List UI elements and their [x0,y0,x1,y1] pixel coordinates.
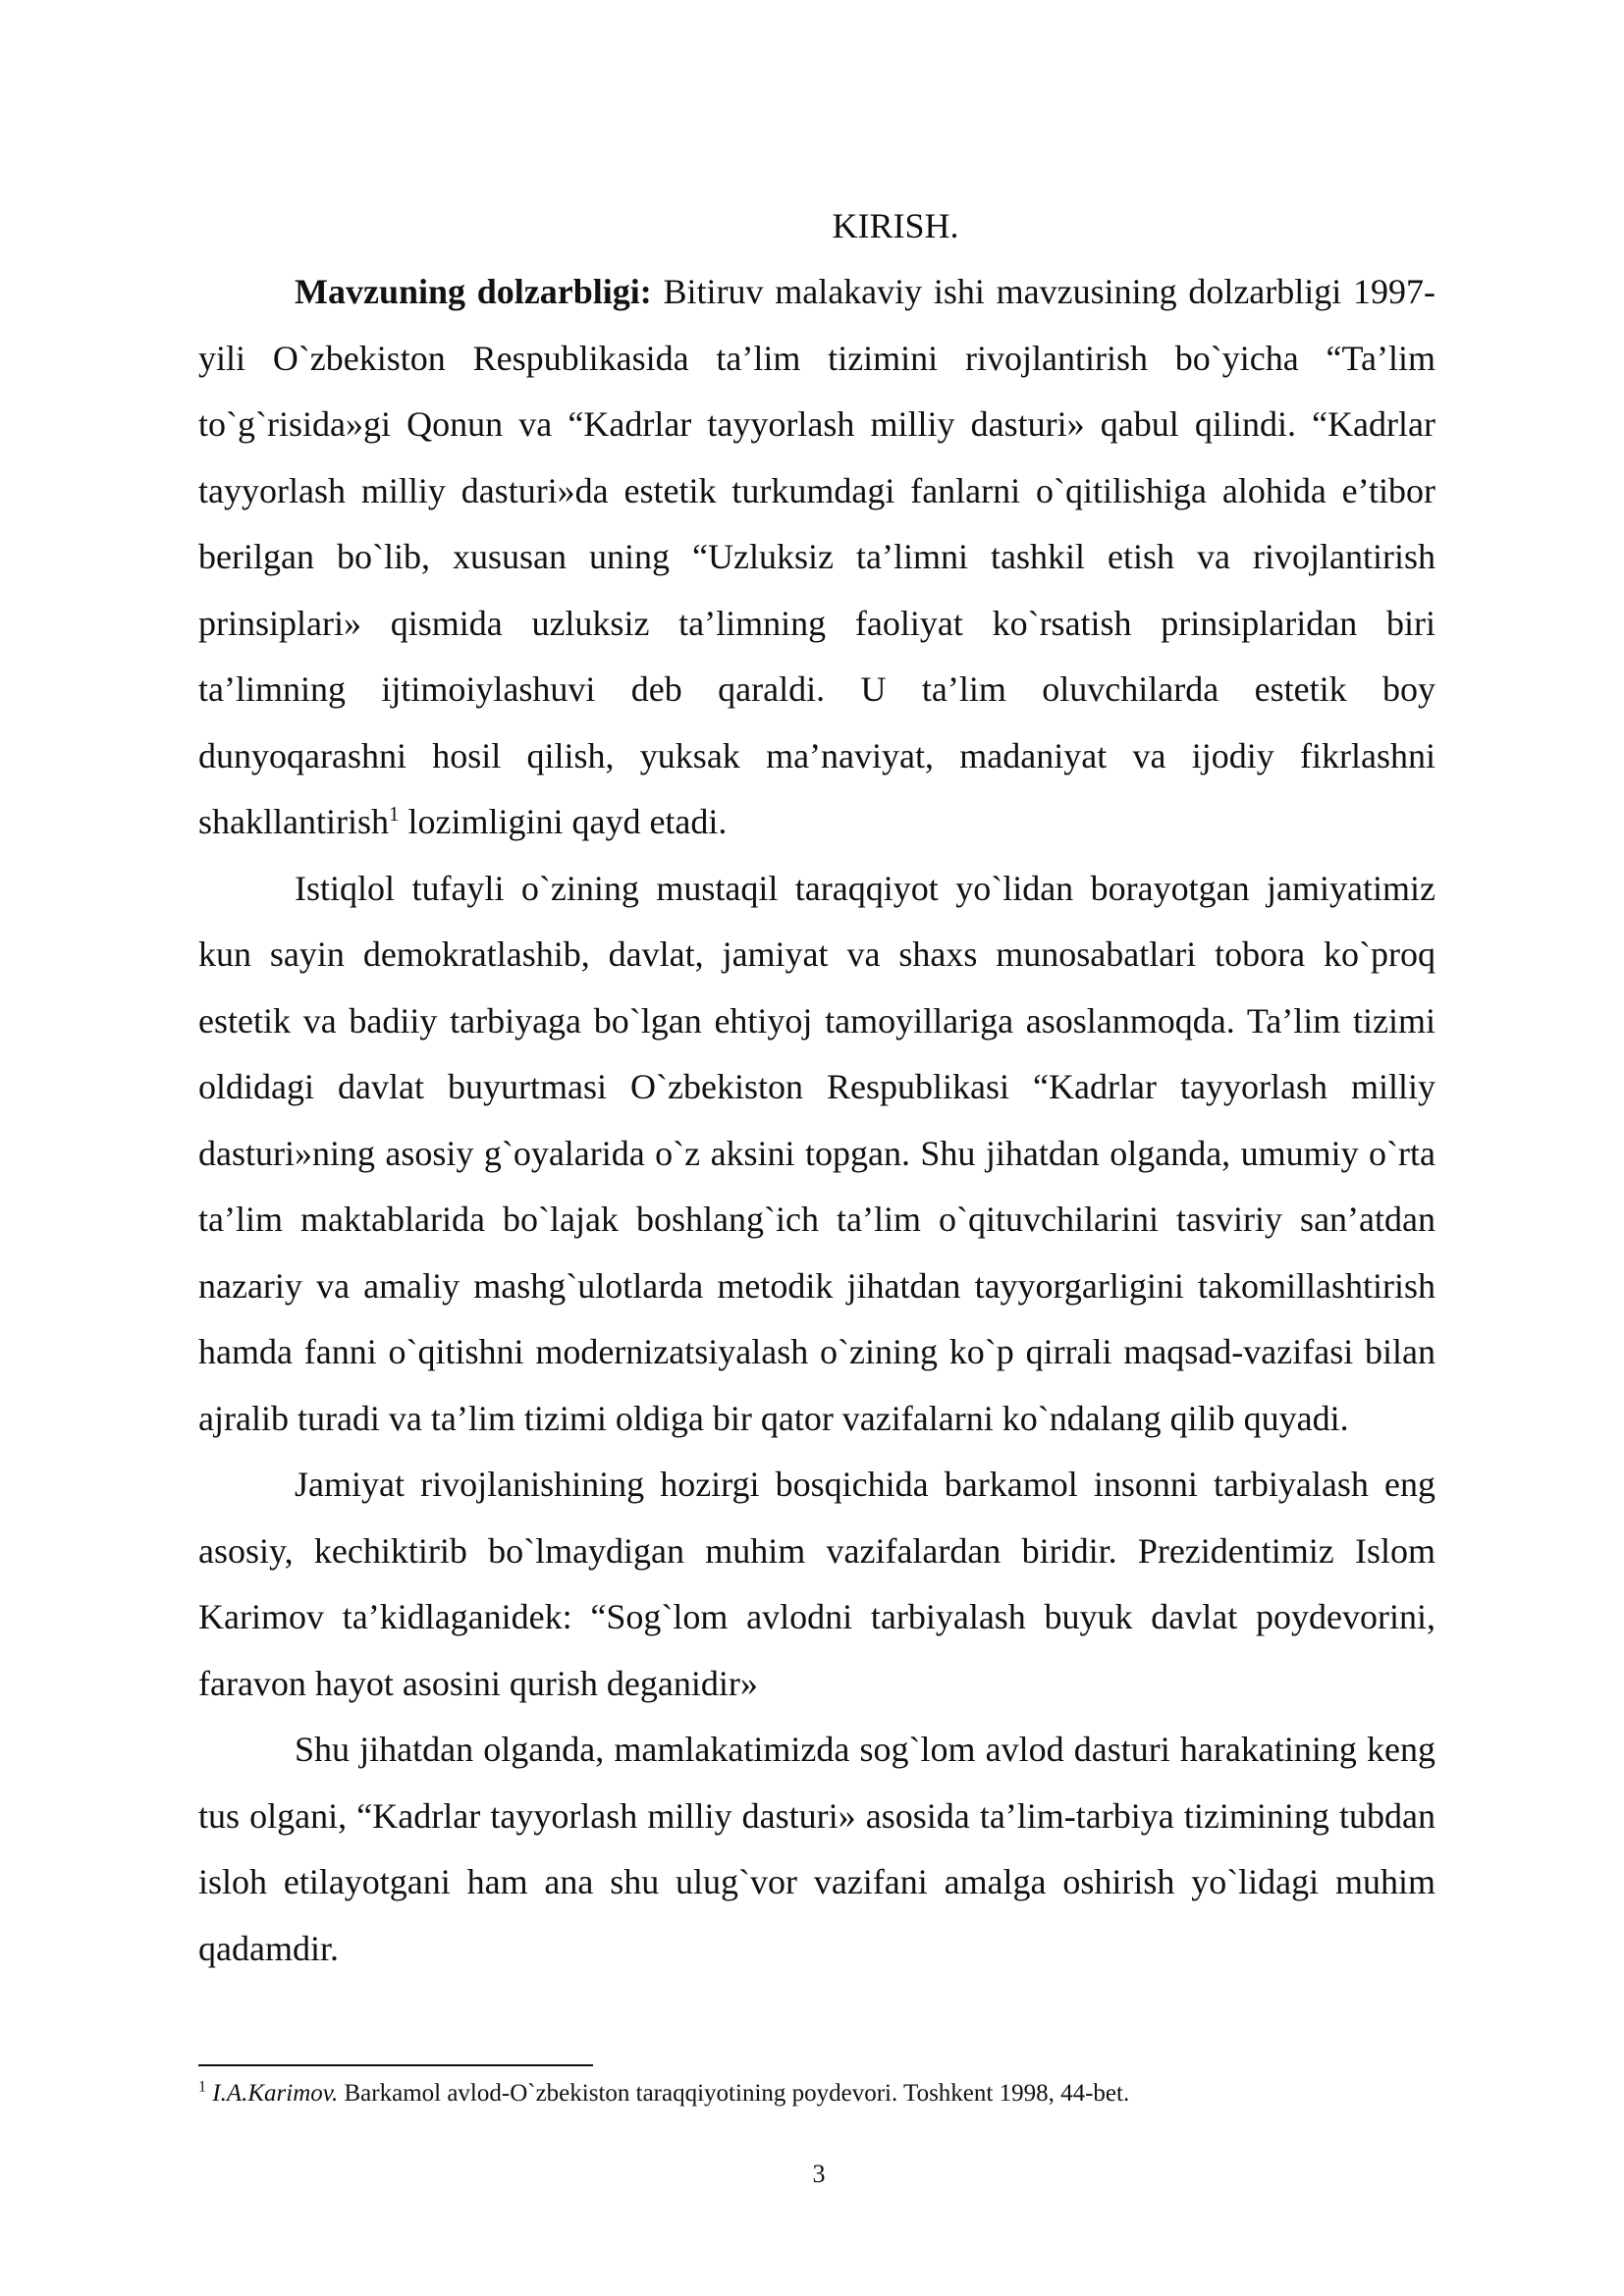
paragraph-tail: lozimligini qayd etadi. [399,802,728,841]
footnote-mark: 1 [198,2078,206,2096]
paragraph-independence: Istiqlol tufayli o`zining mustaqil taraqqiyot yo`lidan borayotgan jamiyatimiz kun sayin demokratlashib, davlat, jamiyat va shaxs munosabatlari tobora ko`proq estetik va badiiy tarbiyaga bo`lgan ehtiyoj tamoyillariga asoslanmoqda. Ta’lim tizimi oldidagi davlat buyurtmasi O`zbekiston Respublikasi “Kadrlar tayyorlash milliy dasturi»ning asosiy g`oyalarida o`z aksini topgan. Shu jihatdan olganda, umumiy o`rta ta’lim maktablarida bo`lajak boshlang`ich ta’lim o`qituvchilarini tasviriy san’atdan nazariy va amaliy mashg`ulotlarda metodik jihatdan tayyorgarligini takomillashtirish hamda fanni o`qitishni modernizatsiyalash o`zining ko`p qirrali maqsad-vazifasi bilan ajralib turadi va ta’lim tizimi oldiga bir qator vazifalarni ko`ndalang qilib quyadi. [198,868,1435,1438]
footnote-author: I.A.Karimov. [212,2080,339,2107]
footnote-divider [198,2064,593,2066]
paragraph-lead: Mavzuning dolzarbligi: [295,272,652,311]
paragraph-relevance [198,259,1435,856]
footnote-text: Barkamol avlod-O`zbekiston taraqqiyotining poydevori. Toshkent 1998, 44-bet. [338,2080,1130,2107]
section-heading: KIRISH. [832,206,959,245]
footnote-reference[interactable]: 1 [388,802,400,826]
page-body [198,192,1435,1982]
paragraph-healthy-generation: Shu jihatdan olganda, mamlakatimizda sog`lom avlod dasturi harakatining keng tus olgani, “Kadrlar tayyorlash milliy dasturi» asosida ta’lim-tarbiya tizimining tubdan isloh etilayotgani ham ana shu ulug`vor vazifani amalga oshirish yo`lidagi muhim qadamdir. [198,1730,1435,1968]
page-number: 3 [812,2160,826,2188]
footnote [198,2074,1435,2113]
paragraph-text: Bitiruv malakaviy ishi mavzusining dolzarbligi 1997-yili O`zbekiston Respublikasida ta’lim tizimini rivojlantirish bo`yicha “Ta’lim to`g`risida»gi Qonun va “Kadrlar tayyorlash milliy dasturi» qabul qilindi. “Kadrlar tayyorlash milliy dasturi»da estetik turkumdagi fanlarni o`qitilishiga alohida e’tibor berilgan bo`lib, xususan uning “Uzluksiz ta’limni tashkil etish va rivojlantirish prinsiplari» qismida uzluksiz ta’limning faoliyat ko`rsatish prinsiplaridan biri ta’limning ijtimoiylashuvi deb qaraldi. U ta’lim oluvchilarda estetik boy dunyoqarashni hosil qilish, yuksak ma’naviyat, madaniyat va ijodiy fikrlashni shakllantirish [198,272,1435,841]
paragraph-society: Jamiyat rivojlanishining hozirgi bosqichida barkamol insonni tarbiyalash eng asosiy, kechiktirib bo`lmaydigan muhim vazifalardan biridir. Prezidentimiz Islom Karimov ta’kidlaganidek: “Sog`lom avlodni tarbiyalash buyuk davlat poydevorini, faravon hayot asosini qurish deganidir» [198,1465,1435,1703]
